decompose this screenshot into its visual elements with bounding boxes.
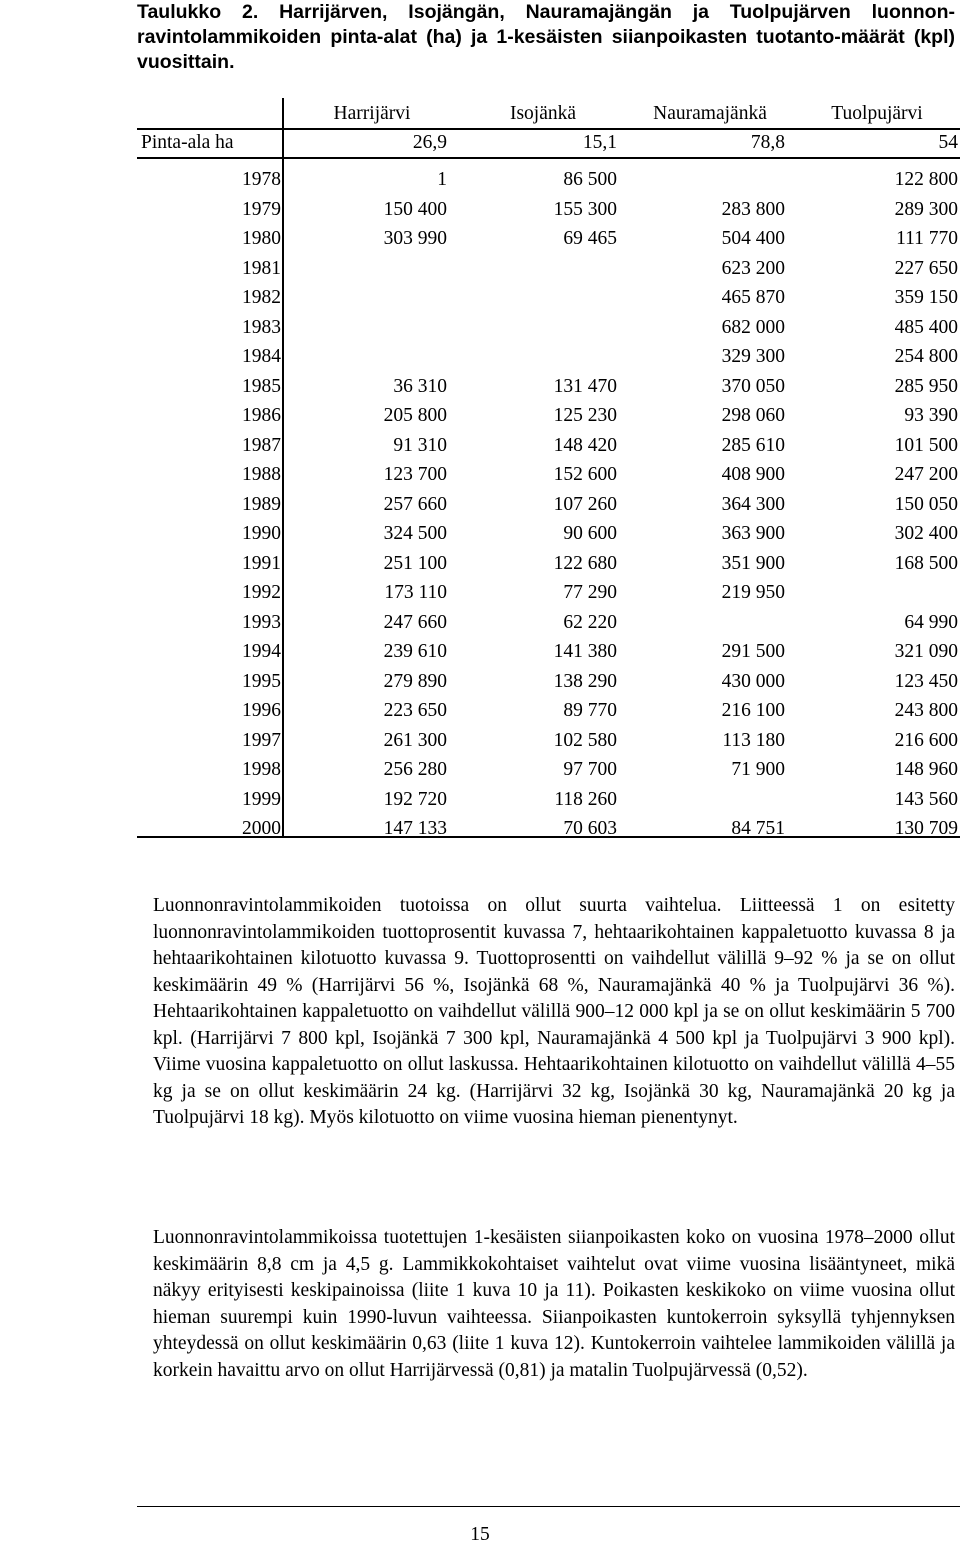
table-cell: 257 660	[383, 493, 447, 515]
table-cell: 111 770	[896, 228, 958, 249]
table-cell: 205 800	[383, 405, 447, 426]
table-cell: 86 500	[563, 169, 617, 190]
table-cell: 329 300	[721, 346, 785, 367]
table-cell: 84 751	[731, 818, 785, 839]
table-cell: 239 610	[383, 641, 447, 662]
table-cell: 223 650	[383, 700, 447, 721]
table-cell: 227 650	[894, 257, 958, 279]
table-cell: 285 610	[721, 434, 785, 456]
year-label: 1992	[242, 582, 281, 603]
table-cell: 89 770	[563, 700, 617, 721]
table-cell: 101 500	[894, 434, 958, 456]
year-label: 1997	[242, 729, 281, 751]
table-cell: 62 220	[563, 611, 617, 633]
year-label: 1995	[242, 670, 281, 692]
body-paragraph: Luonnonravintolammikoiden tuotoissa on ollut suurta vaihtelua. Liitteessä 1 on esitetty luonnonravintolammikoiden tuottoprosentit kuvassa 7, hehtaarikohtainen kappaletuotto kuvassa 8 ja hehtaarikohtainen kilotuotto kuvassa 9. Tuottoprosentti on vaihdellut välillä 9–92 % ja se on ollut keskimäärin 49 % (Harrijärvi 56 %, Isojänkä 68 %, Nauramajänkä 40 % ja Tuolpujärvi 36 %). Hehtaarikohtainen kappaletuotto on vaihdellut välillä 900–12 000 kpl ja se on ollut keskimäärin 5 700 kpl. (Harrijärvi 7 800 kpl, Isojänkä 7 300 kpl, Nauramajänkä 4 500 kpl ja Tuolpujärvi 3 900 kpl). Viime vuosina kappaletuotto on ollut laskussa. Hehtaarikohtainen kilotuotto on vaihdellut välillä 4–55 kg ja se on ollut keskimäärin 24 kg. (Harrijärvi 32 kg, Isojänkä 30 kg, Nauramajänkä 20 kg ja Tuolpujärvi 18 kg). Myös kilotuotto on viime vuosina hieman pienentynyt.	[153, 895, 955, 1128]
table-cell: 289 300	[894, 198, 958, 220]
column-header: Harrijärvi	[333, 103, 411, 124]
table-cell: 118 260	[554, 788, 617, 810]
table-cell: 122 680	[553, 552, 617, 574]
table-row	[137, 460, 960, 490]
table-cell: 122 800	[894, 169, 958, 190]
table-row	[137, 401, 960, 431]
table-cell: 113 180	[722, 729, 785, 751]
year-label: 1990	[242, 523, 281, 544]
table-cell: 623 200	[721, 257, 785, 279]
year-label: 1991	[242, 552, 281, 574]
table-cell: 351 900	[721, 552, 785, 574]
table-cell: 247 660	[383, 611, 447, 633]
table-row	[137, 785, 960, 815]
table-cell: 216 100	[721, 700, 785, 721]
table-cell: 78,8	[750, 132, 785, 153]
table-cell: 152 600	[553, 464, 617, 485]
table-cell: 138 290	[553, 670, 617, 692]
table-row	[137, 755, 960, 785]
year-label: 1984	[242, 346, 281, 367]
table-cell: 147 133	[383, 818, 447, 839]
table-cell: 143 560	[894, 788, 958, 810]
year-label: 1999	[242, 788, 281, 810]
table-cell: 303 990	[383, 228, 447, 249]
footer-rule	[137, 1506, 960, 1507]
year-label: 1998	[242, 759, 281, 780]
table-cell: 251 100	[383, 552, 447, 574]
table-row	[137, 549, 960, 579]
table-cell: 123 450	[894, 670, 958, 692]
table-cell: 485 400	[894, 316, 958, 338]
table-row	[137, 519, 960, 549]
table-cell: 97 700	[563, 759, 617, 780]
table-cell: 216 600	[894, 729, 958, 751]
table-cell: 91 310	[393, 434, 447, 456]
row-label: Pinta-ala ha	[141, 132, 234, 153]
column-header: Isojänkä	[509, 103, 577, 124]
column-header: Tuolpujärvi	[831, 103, 923, 124]
production-table	[137, 98, 960, 838]
table-cell: 192 720	[383, 788, 447, 810]
table-cell: 408 900	[721, 464, 785, 485]
table-cell: 1	[437, 169, 447, 190]
table-row	[137, 195, 960, 225]
table-row	[137, 431, 960, 461]
table-cell: 254 800	[894, 346, 958, 367]
table-row	[137, 283, 960, 313]
page-number: 15	[470, 1524, 490, 1545]
table-row	[137, 224, 960, 254]
year-label: 2000	[242, 818, 281, 839]
table-cell: 430 000	[721, 670, 785, 692]
table-cell: 173 110	[384, 582, 447, 603]
table-cell: 465 870	[721, 287, 785, 308]
year-label: 1987	[242, 434, 281, 456]
table-cell: 70 603	[563, 818, 617, 839]
table-cell: 168 500	[894, 552, 958, 574]
table-cell: 141 380	[553, 641, 617, 662]
table-cell: 77 290	[563, 582, 617, 603]
table-cell: 123 700	[383, 464, 447, 485]
table-cell: 291 500	[721, 641, 785, 662]
table-cell: 364 300	[721, 493, 785, 515]
table-row	[137, 165, 960, 195]
table-cell: 243 800	[894, 700, 958, 721]
table-row	[137, 667, 960, 697]
table-row	[137, 637, 960, 667]
table-row	[137, 490, 960, 520]
table-cell: 155 300	[553, 198, 617, 220]
table-cell: 370 050	[721, 375, 785, 397]
table-cell: 256 280	[383, 759, 447, 780]
table-cell: 125 230	[553, 405, 617, 426]
table-cell: 247 200	[894, 464, 958, 485]
table-cell: 107 260	[553, 493, 617, 515]
table-cell: 36 310	[393, 375, 447, 397]
table-caption: Taulukko 2. Harrijärven, Isojängän, Nauramajängän ja Tuolpujärven luonnon-ravintolammikoiden pinta-alat (ha) ja 1-kesäisten siianpoikasten tuotanto-määrät (kpl) vuosittain.	[137, 1, 955, 73]
table-row	[137, 608, 960, 638]
table-cell: 279 890	[383, 670, 447, 692]
table-row	[137, 342, 960, 372]
column-header: Nauramajänkä	[653, 103, 767, 124]
table-cell: 64 990	[904, 611, 958, 633]
table-cell: 283 800	[721, 198, 785, 220]
table-cell: 148 960	[894, 759, 958, 780]
table-cell: 102 580	[553, 729, 617, 751]
table-cell: 298 060	[721, 405, 785, 426]
table-cell: 324 500	[383, 523, 447, 544]
year-label: 1978	[242, 169, 281, 190]
area-row	[137, 128, 960, 158]
table-cell: 148 420	[553, 434, 617, 456]
year-label: 1988	[242, 464, 281, 485]
year-label: 1994	[242, 641, 281, 662]
table-header-row	[137, 99, 960, 129]
table-cell: 93 390	[904, 405, 958, 426]
table-cell: 69 465	[563, 228, 617, 249]
table-row	[137, 313, 960, 343]
table-cell: 321 090	[894, 641, 958, 662]
year-label: 1989	[242, 493, 281, 515]
table-cell: 71 900	[731, 759, 785, 780]
table-row	[137, 254, 960, 284]
table-cell: 363 900	[721, 523, 785, 544]
year-label: 1986	[242, 405, 281, 426]
table-row	[137, 578, 960, 608]
year-label: 1993	[242, 611, 281, 633]
table-cell: 26,9	[412, 132, 447, 153]
year-label: 1981	[242, 257, 281, 279]
table-cell: 302 400	[894, 523, 958, 544]
year-label: 1983	[242, 316, 281, 338]
body-paragraph: Luonnonravintolammikoissa tuotettujen 1-kesäisten siianpoikasten koko on vuosina 1978–2000 ollut keskimäärin 8,8 cm ja 4,5 g. Lammikkokohtaiset vaihtelut ovat viime vuosina lisääntyneet, mikä näkyy erityisesti keskipainoissa (liite 1 kuva 10 ja 11). Poikasten keskikoko on viime vuosina ollut hieman suurempi kuin 1990-luvun vaihteessa. Siianpoikasten kuntokerroin syksyllä tyhjennyksen yhteydessä on ollut keskimäärin 0,63 (liite 1 kuva 12). Kuntokerroin vaihtelee lammikoiden välillä ja korkein havaittu arvo on ollut Harrijärvessä (0,81) ja matalin Tuolpujärvessä (0,52).	[153, 1227, 955, 1381]
year-label: 1985	[242, 375, 281, 397]
table-cell: 285 950	[894, 375, 958, 397]
table-cell: 150 400	[383, 198, 447, 220]
table-cell: 504 400	[721, 228, 785, 249]
year-label: 1996	[242, 700, 281, 721]
table-cell: 54	[938, 132, 958, 153]
table-cell: 130 709	[894, 818, 958, 839]
year-label: 1979	[242, 198, 281, 220]
table-cell: 90 600	[563, 523, 617, 544]
table-row	[137, 814, 960, 844]
table-cell: 359 150	[894, 287, 958, 308]
table-row	[137, 696, 960, 726]
table-row	[137, 726, 960, 756]
year-label: 1980	[242, 228, 281, 249]
table-cell: 15,1	[582, 132, 617, 153]
table-cell: 131 470	[553, 375, 617, 397]
table-row	[137, 372, 960, 402]
table-cell: 219 950	[721, 582, 785, 603]
table-cell: 261 300	[383, 729, 447, 751]
year-label: 1982	[242, 287, 281, 308]
table-cell: 682 000	[721, 316, 785, 338]
table-cell: 150 050	[894, 493, 958, 515]
